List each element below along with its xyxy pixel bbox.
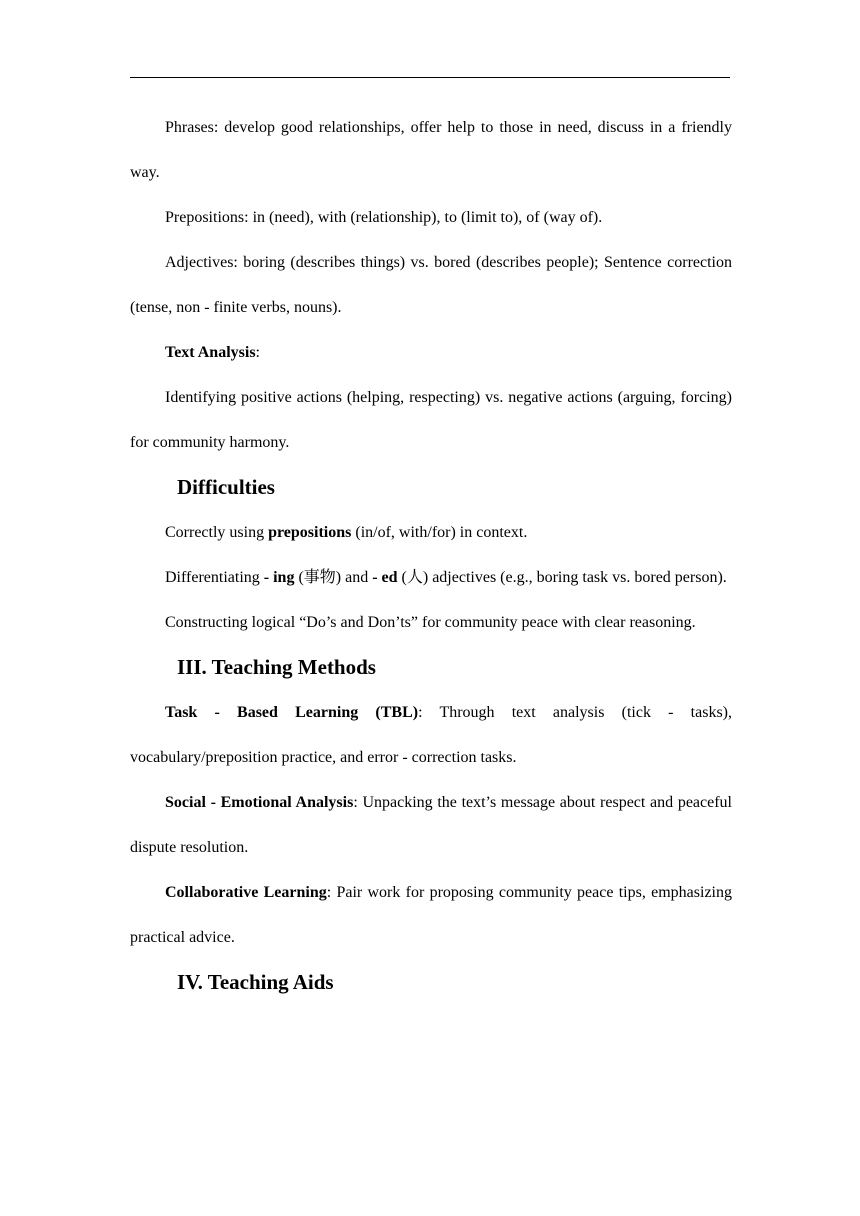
method-collab-label: Collaborative Learning <box>165 884 327 901</box>
header-rule <box>130 77 730 78</box>
difficulty-2-mid: (事物) and <box>294 569 373 586</box>
difficulty-2-pre: Differentiating <box>165 569 264 586</box>
difficulties-heading: Difficulties <box>177 475 275 499</box>
method-collab-text: : Pair work for proposing community peace tips, emphasizing practical advice. <box>130 884 732 946</box>
difficulty-1-pre: Correctly using <box>165 524 269 541</box>
difficulty-3-text: Constructing logical “Do’s and Don’ts” for community peace with clear reasoning. <box>165 614 696 631</box>
text-analysis-label: Text Analysis <box>165 344 256 361</box>
adjectives-text: Adjectives: boring (describes things) vs. bored (describes people); Sentence correction (tense, non - finite verbs, nouns). <box>130 254 732 316</box>
identifying-text: Identifying positive actions (helping, respecting) vs. negative actions (arguing, forcing) for community harmony. <box>130 389 732 451</box>
difficulty-2-bold-ed: - ed <box>372 569 398 586</box>
method-sea-label: Social - Emotional Analysis <box>165 794 354 811</box>
document-body <box>130 105 732 1005</box>
identifying-paragraph <box>130 375 732 465</box>
adjectives-paragraph <box>130 240 732 330</box>
phrases-text: Phrases: develop good relationships, offer help to those in need, discuss in a friendly way. <box>130 119 732 181</box>
teaching-methods-heading: III. Teaching Methods <box>177 655 376 679</box>
difficulty-item-1 <box>130 510 732 555</box>
method-sea-text: : Unpacking the text’s message about respect and peaceful dispute resolution. <box>130 794 732 856</box>
difficulty-1-post: (in/of, with/for) in context. <box>351 524 528 541</box>
method-social-emotional <box>130 780 732 870</box>
method-collaborative <box>130 870 732 960</box>
prepositions-paragraph <box>130 195 732 240</box>
difficulty-2-post: (人) adjectives (e.g., boring task vs. bored person). <box>397 569 727 586</box>
difficulty-item-3 <box>130 600 732 645</box>
prepositions-text: Prepositions: in (need), with (relationship), to (limit to), of (way of). <box>165 209 603 226</box>
phrases-paragraph <box>130 105 732 195</box>
teaching-aids-heading: IV. Teaching Aids <box>177 970 334 994</box>
method-tbl <box>130 690 732 780</box>
difficulty-1-bold: prepositions <box>268 524 352 541</box>
method-tbl-text: : Through text analysis (tick - tasks), vocabulary/preposition practice, and error - correction tasks. <box>130 704 732 766</box>
text-analysis-colon: : <box>255 344 260 361</box>
text-analysis-label-paragraph <box>130 330 732 375</box>
difficulty-item-2 <box>130 555 732 600</box>
difficulty-2-bold-ing: - ing <box>263 569 295 586</box>
method-tbl-label: Task - Based Learning (TBL) <box>165 704 419 721</box>
